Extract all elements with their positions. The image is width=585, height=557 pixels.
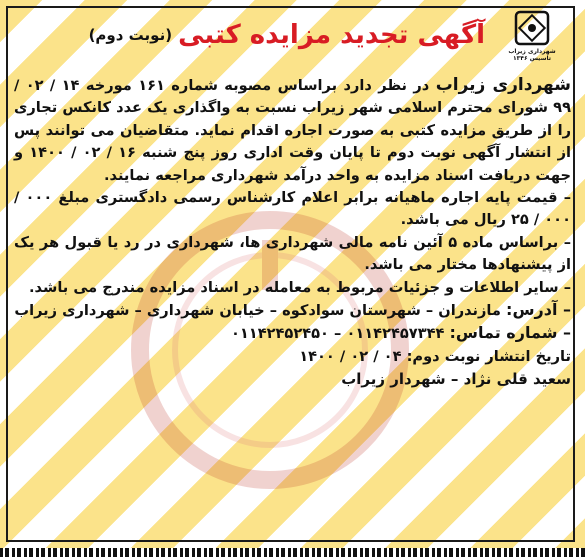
bottom-border [0,548,585,557]
header [14,10,571,60]
intro-text: در نظر دارد براساس مصوبه شماره ۱۶۱ مورخه ۱۴ / ۰۲ / ۹۹ شورای محترم اسلامی شهر زیراب نسبت به واگذاری یک عدد کانکس تجاری را از طریق مزایده کتبی به صورت اجاره اقدام نماید. متقاضیان می توانند پس از انتشار آگهی نوبت دوم تا پایان وقت اداری روز پنج شنبه ۱۶ / ۰۲ / ۱۴۰۰ و جهت دریافت اسناد مزایده به واحد درآمد شهرداری مراجعه نمایند. [14,77,572,184]
page-title: آگهی تجدید مزایده کتبی [178,20,485,50]
page-subtitle: (نوبت دوم) [88,26,173,44]
intro-paragraph [14,74,571,187]
announcement-body [14,74,571,391]
phone-value: ۰۱۱۴۲۴۵۷۳۴۴ – ۰۱۱۴۲۴۵۲۴۵۰ [230,325,445,343]
base-price-item: – قیمت پایه اجاره ماهیانه برابر اعلام کارشناس رسمی دادگستری مبلغ ۰۰۰ / ۰۰۰ / ۲۵ ریال می باشد. [14,189,572,229]
announcement [14,10,571,391]
address-label: – آدرس: [506,300,571,320]
address-line [14,299,571,322]
municipality-name: شهرداری زیراب [435,75,571,95]
regulation-item: – براساس ماده ۵ آئین نامه مالی شهرداری ها، شهرداری در رد یا قبول هر یک از پیشنهادها مختار می باشد. [14,233,571,274]
phone-label: – شماره تماس: [449,323,571,343]
logo-name: شهرداری زیراب [508,48,556,55]
logo-founded: تاسیس ۱۳۴۶ [512,55,552,62]
address-value: مازندران – شهرستان سوادکوه – خیابان شهرداری – شهرداری زیراب [14,302,501,320]
phone-line [14,322,571,345]
publish-date: تاریخ انتشار نوبت دوم: ۰۴ / ۰۲ / ۱۴۰۰ [299,347,571,365]
details-item: – سایر اطلاعات و جزئیات مربوط به معامله در اسناد مزایده مندرج می باشد. [29,278,571,296]
signature: سعید قلی نژاد – شهردار زیراب [341,370,571,389]
